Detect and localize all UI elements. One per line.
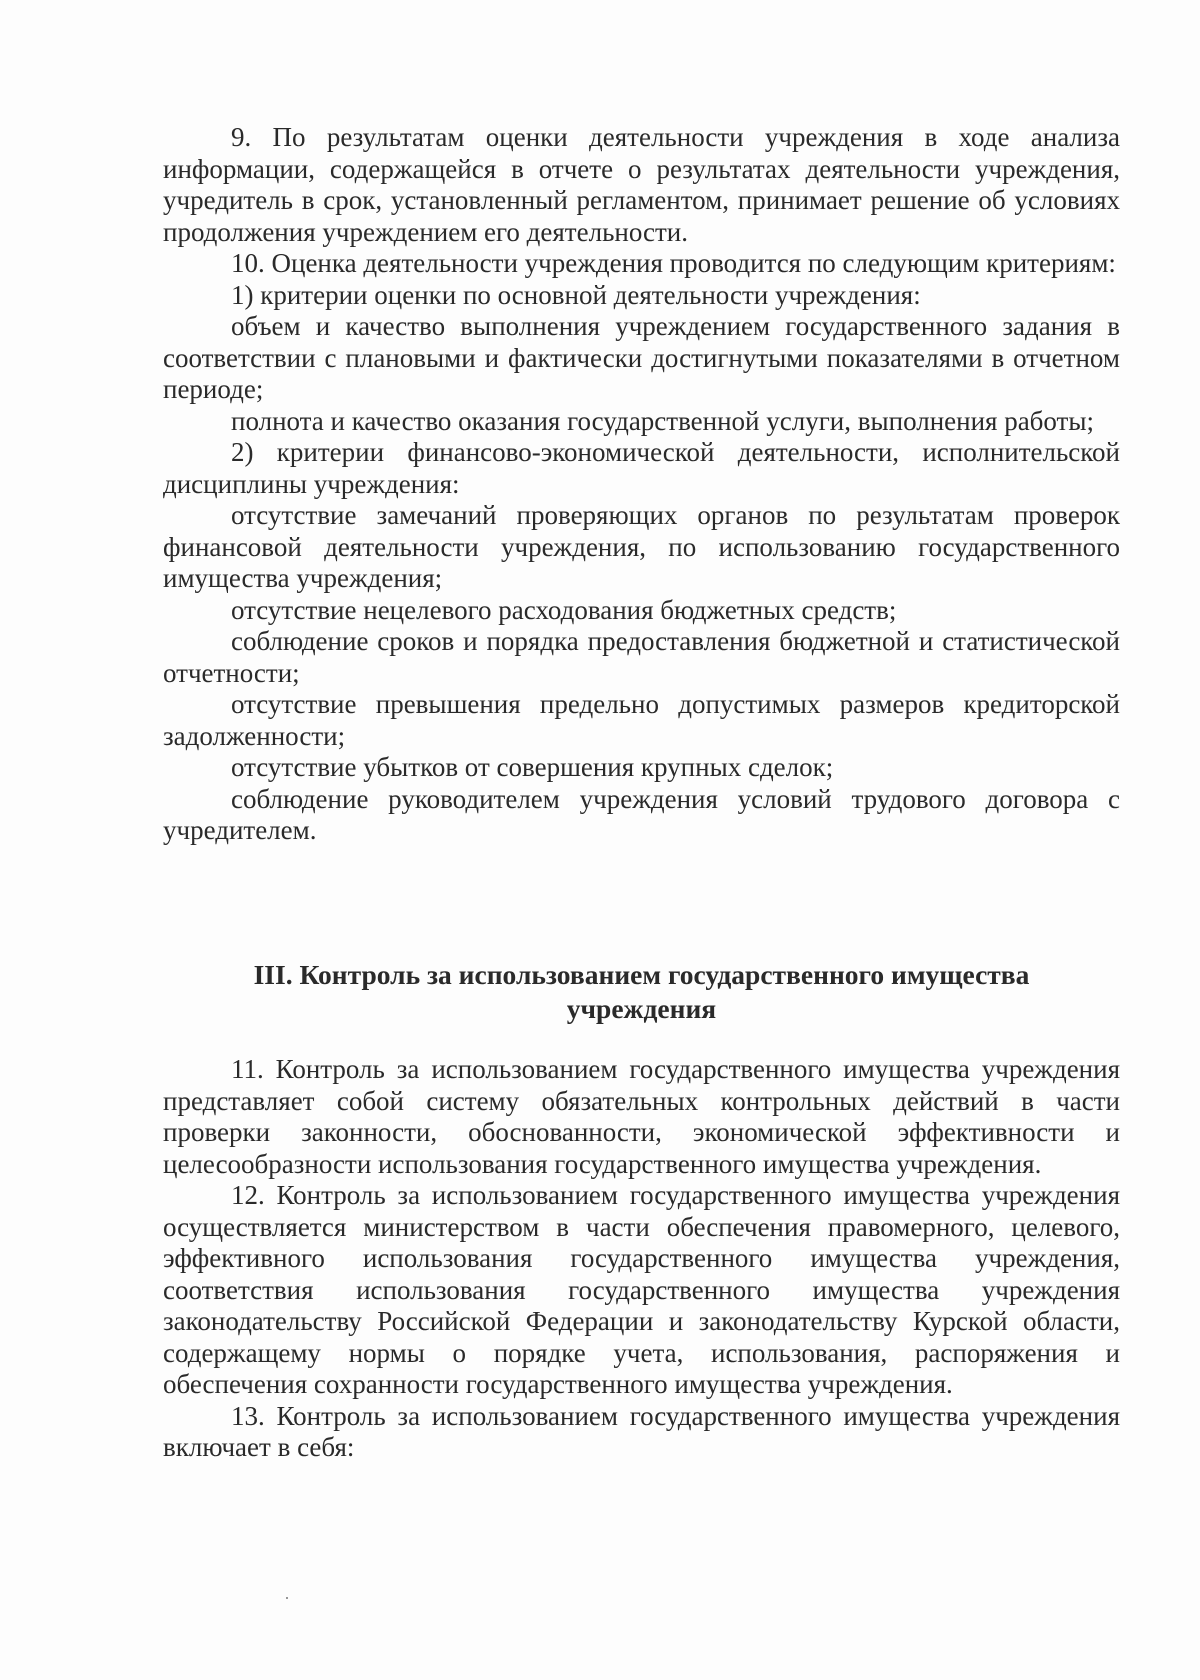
criteria-item: соблюдение руководителем учреждения условий трудового договора с учредителем. — [163, 783, 1120, 845]
paragraph-13: 13. Контроль за использованием государственного имущества учреждения включает в себя: — [163, 1400, 1120, 1462]
criteria-group-2-heading: 2) критерии финансово-экономической деятельности, исполнительской дисциплины учреждения: — [163, 437, 1120, 499]
criteria-item: полнота и качество оказания государственной услуги, выполнения работы; — [231, 405, 1094, 436]
document-body-bottom — [163, 1054, 1120, 1464]
scan-speck — [286, 1597, 288, 1599]
criteria-item: объем и качество выполнения учреждением государственного задания в соответствии с плановыми и фактически достигнутыми показателями в отчетном периоде; — [163, 311, 1120, 404]
criteria-item: отсутствие убытков от совершения крупных сделок; — [231, 752, 834, 782]
section-heading-line-1: III. Контроль за использованием государственного имущества — [253, 959, 1030, 990]
document-body-top — [163, 122, 1120, 847]
paragraph-11: 11. Контроль за использованием государственного имущества учреждения представляет собой систему обязательных контрольных действий в части проверки законности, обоснованности, экономической эффективности и целесообразности использования государственного имущества учреждения. — [163, 1054, 1120, 1179]
section-heading-line-2: учреждения — [566, 993, 717, 1024]
criteria-item: отсутствие замечаний проверяющих органов по результатам проверок финансовой деятельности учреждения, по использованию государственного имущества учреждения; — [163, 500, 1120, 593]
paragraph-10: 10. Оценка деятельности учреждения проводится по следующим критериям: — [231, 248, 1116, 278]
section-heading — [163, 958, 1120, 1026]
criteria-group-1-heading: 1) критерии оценки по основной деятельности учреждения: — [231, 279, 921, 310]
paragraph-9: 9. По результатам оценки деятельности учреждения в ходе анализа информации, содержащейся в отчете о результатах деятельности учреждения, учредитель в срок, установленный регламентом, принимает решение об условиях продолжения учреждением его деятельности. — [163, 122, 1120, 247]
criteria-item: отсутствие нецелевого расходования бюджетных средств; — [231, 594, 897, 625]
paragraph-12: 12. Контроль за использованием государственного имущества учреждения осуществляется министерством в части обеспечения правомерного, целевого, эффективного использования государственного имущества учреждения, соответствия использования государственного имущества учреждения законодательству Российской Федерации и законодательству Курской области, содержащему нормы о порядке учета, использования, распоряжения и обеспечения сохранности государственного имущества учреждения. — [163, 1180, 1120, 1399]
criteria-item: соблюдение сроков и порядка предоставления бюджетной и статистической отчетности; — [163, 626, 1120, 688]
criteria-item: отсутствие превышения предельно допустимых размеров кредиторской задолженности; — [163, 689, 1120, 751]
